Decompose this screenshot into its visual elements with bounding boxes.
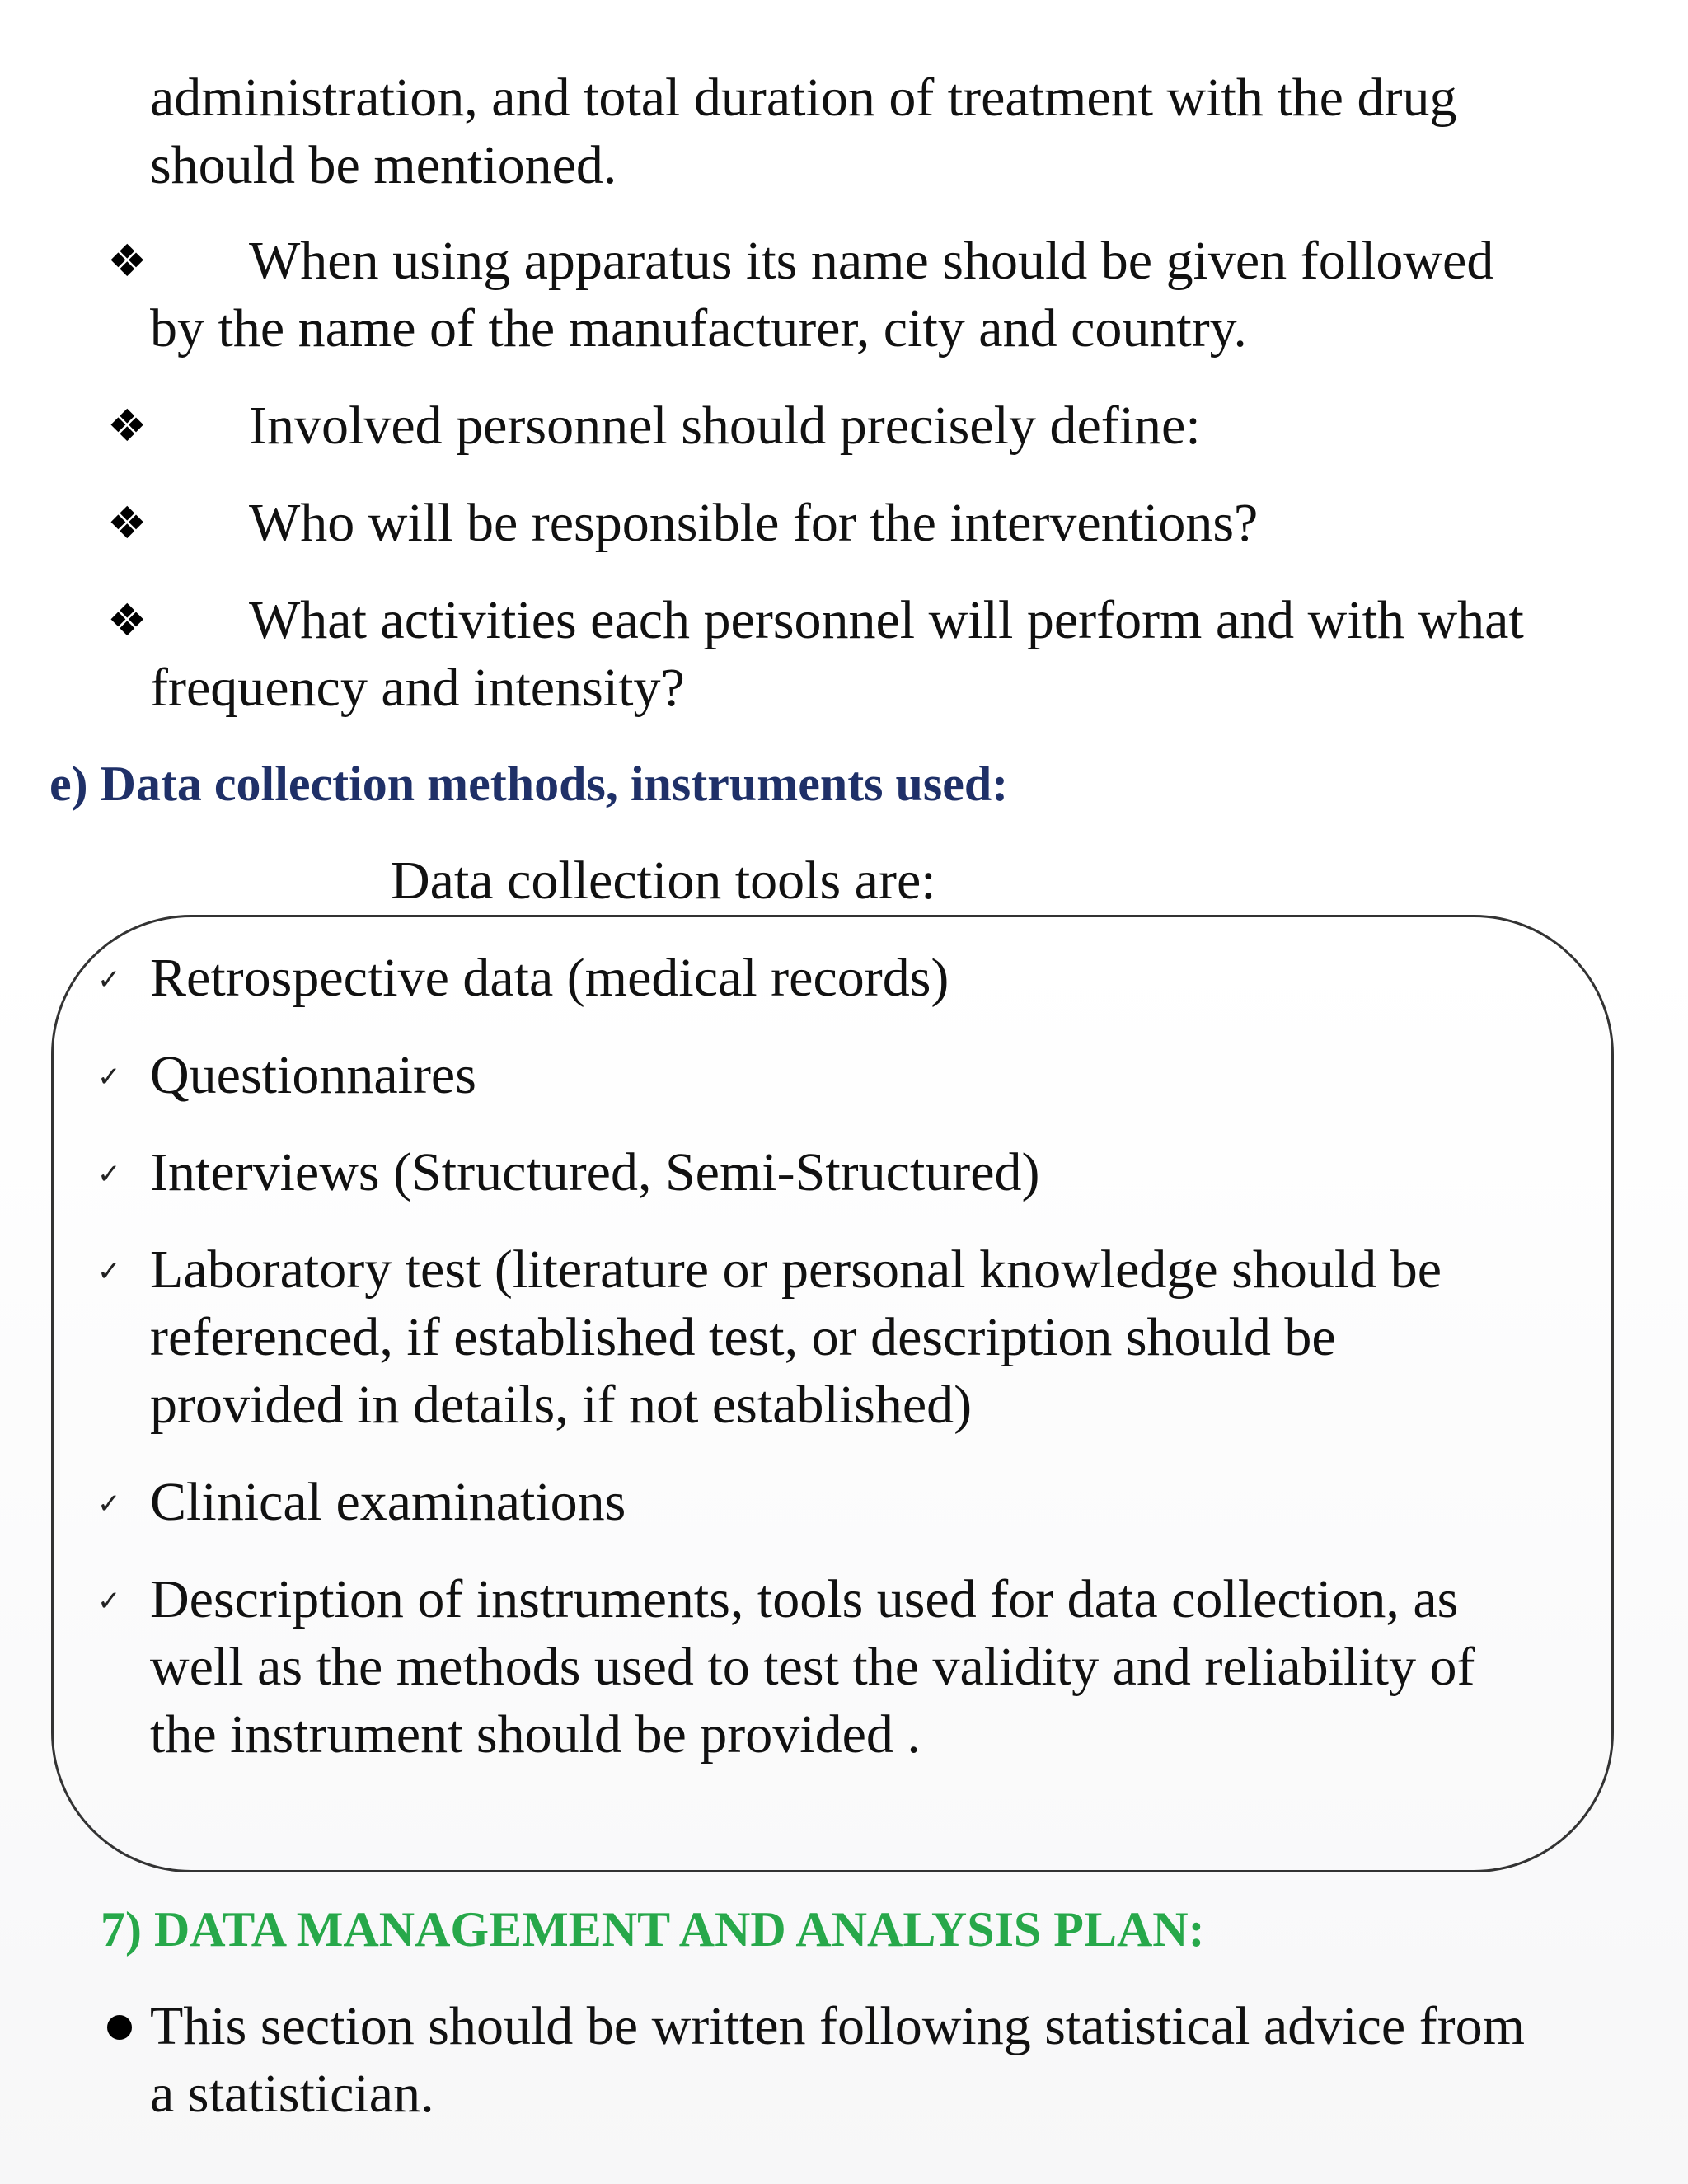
check-icon: ✓ xyxy=(97,963,121,996)
section-7-bullet-1-line-1: This section should be written following statistical advice from xyxy=(150,1996,1525,2056)
diamond-bullet-icon: ❖ xyxy=(107,400,148,452)
diamond-bullet-icon: ❖ xyxy=(107,497,148,549)
tool-item-4-line-2: referenced, if established test, or description should be xyxy=(150,1307,1336,1367)
diamond-item-3-line-1: Who will be responsible for the interventions? xyxy=(249,493,1259,553)
diamond-item-4-line-1: What activities each personnel will perform and with what xyxy=(249,590,1524,650)
diamond-item-4-line-2: frequency and intensity? xyxy=(150,658,685,718)
diamond-bullet-icon: ❖ xyxy=(107,235,148,287)
check-icon: ✓ xyxy=(97,1488,121,1521)
section-7-bullet-1-line-2: a statistician. xyxy=(150,2064,434,2124)
section-7-heading: 7) DATA MANAGEMENT AND ANALYSIS PLAN: xyxy=(101,1902,1205,1957)
tool-item-5-line-1: Clinical examinations xyxy=(150,1472,626,1532)
tools-intro: Data collection tools are: xyxy=(391,851,936,911)
bullet-dot-icon xyxy=(107,2015,132,2040)
tool-item-4-line-1: Laboratory test (literature or personal knowledge should be xyxy=(150,1240,1442,1300)
intro-line-1: administration, and total duration of treatment with the drug xyxy=(150,68,1457,128)
intro-line-2: should be mentioned. xyxy=(150,135,617,195)
tool-item-6-line-1: Description of instruments, tools used for data collection, as xyxy=(150,1569,1459,1629)
diamond-item-1-line-2: by the name of the manufacturer, city and country. xyxy=(150,298,1247,359)
tool-item-3-line-1: Interviews (Structured, Semi-Structured) xyxy=(150,1142,1040,1202)
tool-item-6-line-2: well as the methods used to test the validity and reliability of xyxy=(150,1637,1475,1697)
check-icon: ✓ xyxy=(97,1585,121,1618)
tool-item-1-line-1: Retrospective data (medical records) xyxy=(150,948,950,1008)
diamond-item-2-line-1: Involved personnel should precisely define: xyxy=(249,396,1201,456)
diamond-item-1-line-1: When using apparatus its name should be given followed xyxy=(249,231,1494,291)
check-icon: ✓ xyxy=(97,1255,121,1288)
check-icon: ✓ xyxy=(97,1158,121,1191)
diamond-bullet-icon: ❖ xyxy=(107,594,148,646)
tool-item-4-line-3: provided in details, if not established) xyxy=(150,1375,973,1435)
tool-item-2-line-1: Questionnaires xyxy=(150,1045,476,1105)
check-icon: ✓ xyxy=(97,1061,121,1094)
tool-item-6-line-3: the instrument should be provided . xyxy=(150,1704,921,1765)
section-e-heading: e) Data collection methods, instruments used: xyxy=(49,757,1009,811)
